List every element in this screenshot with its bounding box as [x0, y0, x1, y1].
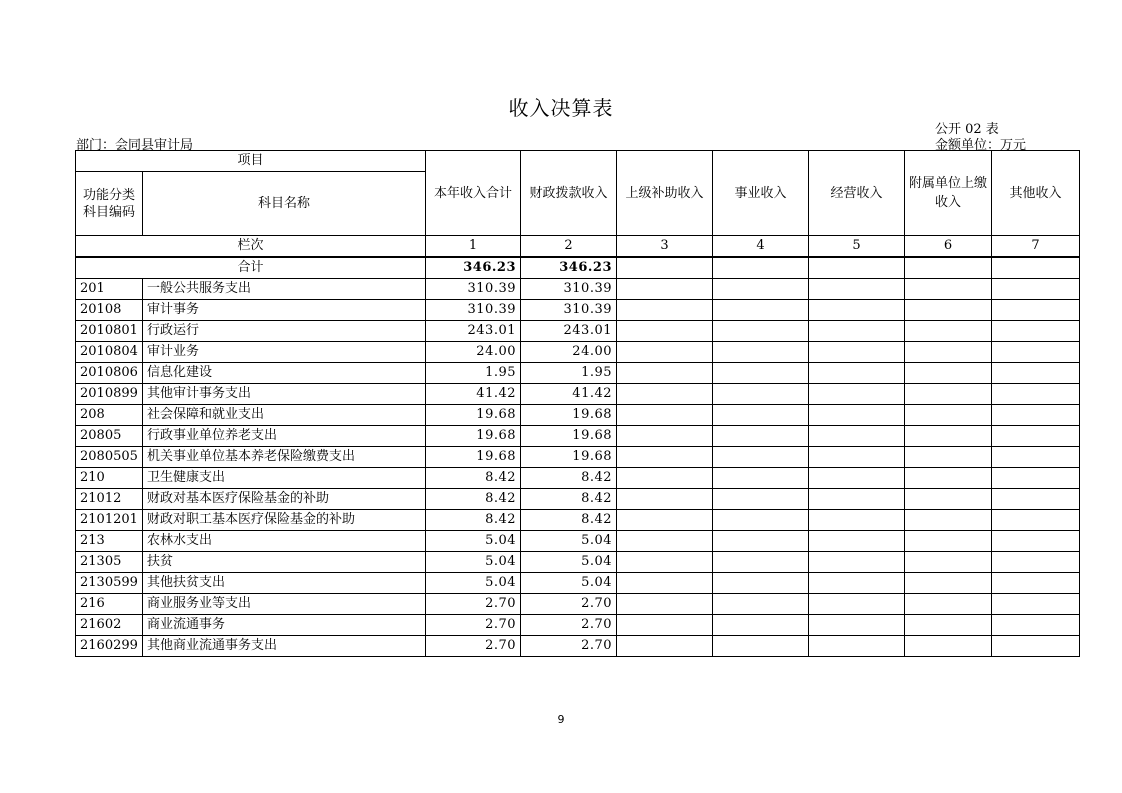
empty-cell: [713, 300, 809, 321]
empty-cell: [809, 279, 905, 300]
empty-cell: [617, 615, 713, 636]
empty-cell: [809, 468, 905, 489]
empty-cell: [992, 342, 1080, 363]
table-row: [76, 615, 1080, 636]
empty-cell: [713, 342, 809, 363]
empty-cell: [617, 342, 713, 363]
empty-cell: [905, 363, 992, 384]
row-code: 2080505: [76, 447, 143, 468]
revenue-table: [75, 150, 1080, 657]
table-row: [76, 426, 1080, 447]
table-row: [76, 384, 1080, 405]
empty-cell: [713, 426, 809, 447]
row-subject-name: 一般公共服务支出: [143, 279, 426, 300]
table-row: [76, 531, 1080, 552]
table-row: [76, 636, 1080, 657]
empty-cell: [617, 552, 713, 573]
empty-cell: [713, 363, 809, 384]
empty-cell: [713, 489, 809, 510]
row-subject-name: 财政对基本医疗保险基金的补助: [143, 489, 426, 510]
col-number: 4: [713, 236, 809, 258]
amount-unit-label: 金额单位：万元: [935, 138, 1027, 153]
empty-cell: [992, 257, 1080, 279]
table-row: [76, 342, 1080, 363]
row-subject-name: 其他审计事务支出: [143, 384, 426, 405]
empty-cell: [905, 384, 992, 405]
empty-cell: [617, 489, 713, 510]
row-fiscal-revenue: 1.95: [521, 363, 617, 384]
row-fiscal-revenue: 5.04: [521, 573, 617, 594]
empty-cell: [992, 426, 1080, 447]
table-row: [76, 321, 1080, 342]
row-total-revenue: 19.68: [426, 447, 521, 468]
empty-cell: [905, 300, 992, 321]
table-row: [76, 363, 1080, 384]
empty-cell: [905, 531, 992, 552]
empty-cell: [809, 594, 905, 615]
row-fiscal-revenue: 2.70: [521, 636, 617, 657]
row-code: 208: [76, 405, 143, 426]
empty-cell: [992, 384, 1080, 405]
empty-cell: [992, 489, 1080, 510]
header-col-affiliated: 附属单位上缴收入: [905, 151, 992, 236]
empty-cell: [713, 447, 809, 468]
table-row: [76, 447, 1080, 468]
empty-cell: [905, 468, 992, 489]
empty-cell: [809, 615, 905, 636]
empty-cell: [617, 257, 713, 279]
row-subject-name: 扶贫: [143, 552, 426, 573]
empty-cell: [617, 468, 713, 489]
row-total-revenue: 2.70: [426, 636, 521, 657]
row-fiscal-revenue: 19.68: [521, 447, 617, 468]
empty-cell: [992, 468, 1080, 489]
row-fiscal-revenue: 2.70: [521, 594, 617, 615]
empty-cell: [713, 321, 809, 342]
row-total-revenue: 2.70: [426, 615, 521, 636]
col-number: 1: [426, 236, 521, 258]
row-code: 2010804: [76, 342, 143, 363]
row-subject-name: 农林水支出: [143, 531, 426, 552]
empty-cell: [905, 426, 992, 447]
empty-cell: [992, 300, 1080, 321]
row-fiscal-revenue: 243.01: [521, 321, 617, 342]
page-number: 9: [557, 713, 565, 726]
empty-cell: [905, 321, 992, 342]
row-total-revenue: 310.39: [426, 279, 521, 300]
empty-cell: [713, 468, 809, 489]
empty-cell: [992, 447, 1080, 468]
row-code: 21602: [76, 615, 143, 636]
header-col-fiscal: 财政拨款收入: [521, 151, 617, 236]
header-func-code: 功能分类科目编码: [76, 172, 143, 236]
row-code: 21012: [76, 489, 143, 510]
header-project: 项目: [76, 151, 426, 172]
row-code: 2101201: [76, 510, 143, 531]
row-fiscal-revenue: 24.00: [521, 342, 617, 363]
row-code: 2160299: [76, 636, 143, 657]
empty-cell: [905, 257, 992, 279]
empty-cell: [713, 384, 809, 405]
row-subject-name: 其他扶贫支出: [143, 573, 426, 594]
empty-cell: [713, 257, 809, 279]
row-total-revenue: 19.68: [426, 426, 521, 447]
empty-cell: [992, 510, 1080, 531]
row-fiscal-revenue: 8.42: [521, 468, 617, 489]
empty-cell: [617, 426, 713, 447]
total-row: [76, 257, 1080, 279]
empty-cell: [809, 384, 905, 405]
empty-cell: [713, 279, 809, 300]
row-code: 2010806: [76, 363, 143, 384]
page-title: 收入决算表: [508, 96, 614, 120]
empty-cell: [905, 510, 992, 531]
empty-cell: [809, 342, 905, 363]
row-total-revenue: 8.42: [426, 468, 521, 489]
row-fiscal-revenue: 5.04: [521, 531, 617, 552]
empty-cell: [992, 615, 1080, 636]
empty-cell: [617, 636, 713, 657]
empty-cell: [905, 489, 992, 510]
empty-cell: [905, 447, 992, 468]
row-subject-name: 审计业务: [143, 342, 426, 363]
row-code: 213: [76, 531, 143, 552]
row-code: 201: [76, 279, 143, 300]
row-fiscal-revenue: 8.42: [521, 510, 617, 531]
empty-cell: [905, 636, 992, 657]
col-number: 2: [521, 236, 617, 258]
empty-cell: [905, 342, 992, 363]
empty-cell: [617, 531, 713, 552]
table-row: [76, 594, 1080, 615]
row-code: 216: [76, 594, 143, 615]
table-row: [76, 468, 1080, 489]
row-code: 2010899: [76, 384, 143, 405]
empty-cell: [809, 489, 905, 510]
row-total-revenue: 41.42: [426, 384, 521, 405]
empty-cell: [713, 510, 809, 531]
row-fiscal-revenue: 2.70: [521, 615, 617, 636]
empty-cell: [992, 405, 1080, 426]
row-total-revenue: 8.42: [426, 489, 521, 510]
empty-cell: [809, 300, 905, 321]
total-label: 合计: [76, 257, 426, 279]
empty-cell: [617, 594, 713, 615]
empty-cell: [905, 279, 992, 300]
empty-cell: [809, 552, 905, 573]
row-subject-name: 机关事业单位基本养老保险缴费支出: [143, 447, 426, 468]
form-number: 公开 02 表: [935, 122, 999, 137]
row-total-revenue: 5.04: [426, 573, 521, 594]
empty-cell: [809, 257, 905, 279]
row-subject-name: 其他商业流通事务支出: [143, 636, 426, 657]
empty-cell: [617, 300, 713, 321]
empty-cell: [617, 363, 713, 384]
empty-cell: [809, 636, 905, 657]
row-subject-name: 审计事务: [143, 300, 426, 321]
empty-cell: [713, 531, 809, 552]
table-row: [76, 405, 1080, 426]
empty-cell: [713, 594, 809, 615]
empty-cell: [809, 573, 905, 594]
row-subject-name: 商业服务业等支出: [143, 594, 426, 615]
table-row: [76, 300, 1080, 321]
empty-cell: [617, 384, 713, 405]
empty-cell: [713, 615, 809, 636]
row-total-revenue: 5.04: [426, 531, 521, 552]
empty-cell: [617, 510, 713, 531]
empty-cell: [905, 615, 992, 636]
row-total-revenue: 1.95: [426, 363, 521, 384]
row-fiscal-revenue: 19.68: [521, 405, 617, 426]
header-subject-name: 科目名称: [143, 172, 426, 236]
row-code: 2130599: [76, 573, 143, 594]
row-fiscal-revenue: 5.04: [521, 552, 617, 573]
header-col-other: 其他收入: [992, 151, 1080, 236]
empty-cell: [992, 363, 1080, 384]
col-number: 7: [992, 236, 1080, 258]
row-fiscal-revenue: 41.42: [521, 384, 617, 405]
row-fiscal-revenue: 19.68: [521, 426, 617, 447]
row-code: 20108: [76, 300, 143, 321]
empty-cell: [809, 447, 905, 468]
empty-cell: [617, 279, 713, 300]
row-fiscal-revenue: 8.42: [521, 489, 617, 510]
empty-cell: [992, 552, 1080, 573]
row-code: 2010801: [76, 321, 143, 342]
row-subject-name: 卫生健康支出: [143, 468, 426, 489]
empty-cell: [992, 531, 1080, 552]
col-number: 3: [617, 236, 713, 258]
row-fiscal-revenue: 310.39: [521, 300, 617, 321]
row-code: 20805: [76, 426, 143, 447]
empty-cell: [809, 321, 905, 342]
table-row: [76, 552, 1080, 573]
row-subject-name: 商业流通事务: [143, 615, 426, 636]
empty-cell: [809, 510, 905, 531]
empty-cell: [992, 321, 1080, 342]
empty-cell: [809, 531, 905, 552]
row-total-revenue: 5.04: [426, 552, 521, 573]
row-total-revenue: 243.01: [426, 321, 521, 342]
header-col-operating: 经营收入: [809, 151, 905, 236]
row-total-revenue: 2.70: [426, 594, 521, 615]
row-code: 210: [76, 468, 143, 489]
header-col-business: 事业收入: [713, 151, 809, 236]
empty-cell: [713, 405, 809, 426]
empty-cell: [809, 426, 905, 447]
header-col-superior: 上级补助收入: [617, 151, 713, 236]
row-subject-name: 财政对职工基本医疗保险基金的补助: [143, 510, 426, 531]
empty-cell: [992, 594, 1080, 615]
empty-cell: [713, 636, 809, 657]
row-fiscal-revenue: 310.39: [521, 279, 617, 300]
total-cell: 346.23: [426, 257, 521, 279]
table-row: [76, 489, 1080, 510]
row-total-revenue: 8.42: [426, 510, 521, 531]
row-total-revenue: 24.00: [426, 342, 521, 363]
row-total-revenue: 19.68: [426, 405, 521, 426]
row-subject-name: 行政运行: [143, 321, 426, 342]
empty-cell: [992, 279, 1080, 300]
table-row: [76, 510, 1080, 531]
col-number: 5: [809, 236, 905, 258]
row-subject-name: 信息化建设: [143, 363, 426, 384]
table-row: [76, 573, 1080, 594]
empty-cell: [905, 594, 992, 615]
department-label: 部门：会同县审计局: [76, 138, 194, 153]
empty-cell: [713, 573, 809, 594]
header-col-total: 本年收入合计: [426, 151, 521, 236]
empty-cell: [617, 447, 713, 468]
header-lanci: 栏次: [76, 236, 426, 258]
empty-cell: [617, 573, 713, 594]
empty-cell: [905, 573, 992, 594]
row-subject-name: 行政事业单位养老支出: [143, 426, 426, 447]
empty-cell: [905, 405, 992, 426]
empty-cell: [617, 321, 713, 342]
empty-cell: [713, 552, 809, 573]
empty-cell: [809, 405, 905, 426]
row-subject-name: 社会保障和就业支出: [143, 405, 426, 426]
total-cell: 346.23: [521, 257, 617, 279]
empty-cell: [809, 363, 905, 384]
empty-cell: [905, 552, 992, 573]
col-number: 6: [905, 236, 992, 258]
empty-cell: [992, 573, 1080, 594]
row-code: 21305: [76, 552, 143, 573]
empty-cell: [617, 405, 713, 426]
table-row: [76, 279, 1080, 300]
row-total-revenue: 310.39: [426, 300, 521, 321]
empty-cell: [992, 636, 1080, 657]
